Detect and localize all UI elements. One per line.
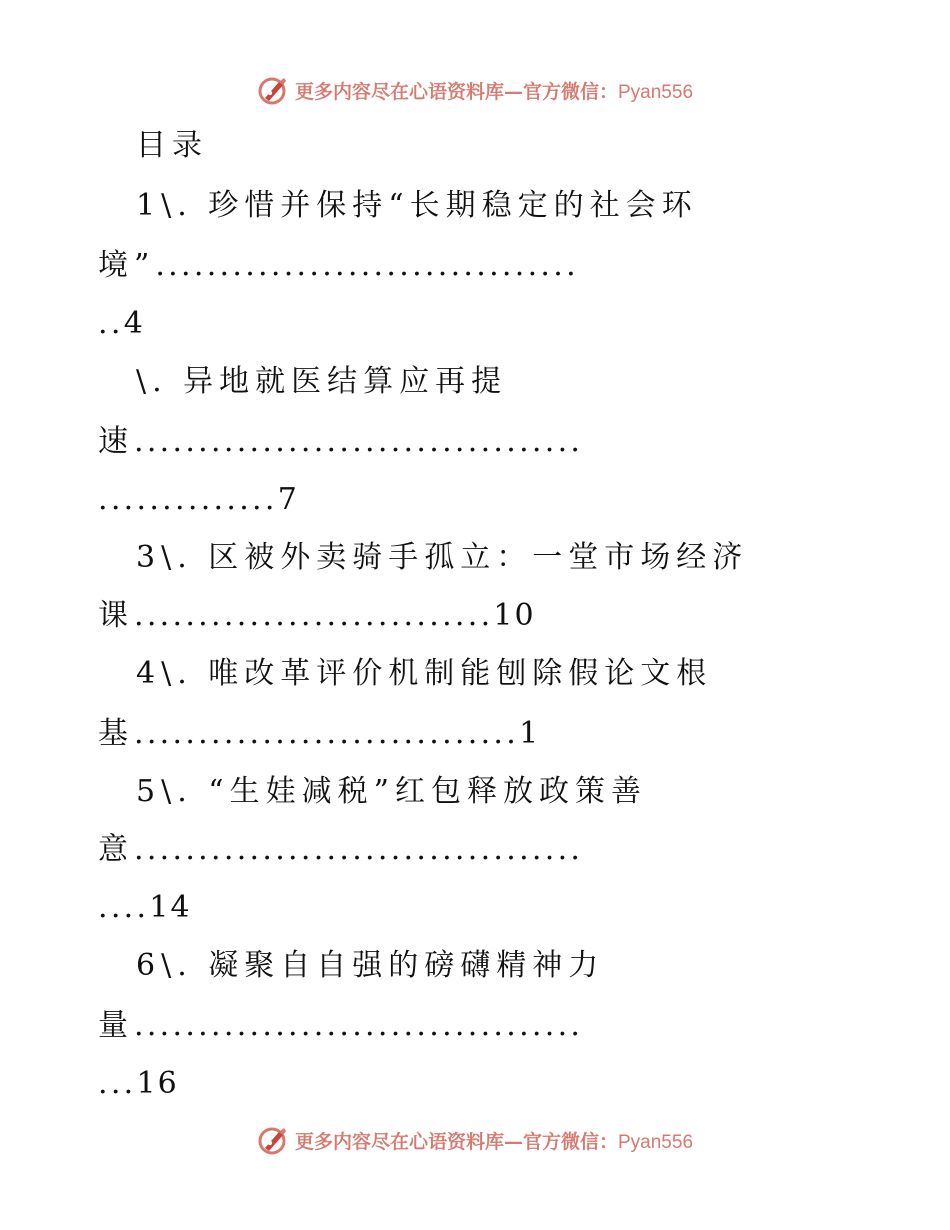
footer-watermark-text: 更多内容尽在心语资料库—官方微信：Pyan556	[294, 1130, 694, 1153]
toc-entry-6-title: 6\. 凝聚自自强的磅礴精神力	[136, 948, 605, 983]
header-watermark-text: 更多内容尽在心语资料库—官方微信：Pyan556	[294, 80, 694, 103]
toc-entry-5-page: ....14	[98, 890, 192, 925]
toc-entry-1-title: 1\. 珍惜并保持“长期稳定的社会环	[136, 188, 698, 223]
toc-entry-1-page: ..4	[98, 306, 145, 341]
toc-entry-5-title: 5\. “生娃减税”红包释放政策善	[136, 774, 647, 809]
pen-logo-icon	[257, 1124, 289, 1156]
footer-watermark	[0, 1120, 950, 1160]
toc-entry-2-title: \. 异地就医结算应再提	[136, 364, 508, 399]
toc-entry-6-leader: 量...................................	[98, 1008, 584, 1043]
toc-entry-1-leader: 境”.................................	[98, 248, 579, 283]
toc-heading: 目录	[136, 128, 208, 163]
toc-entry-3-title: 3\. 区被外卖骑手孤立：一堂市场经济	[136, 540, 749, 575]
toc-entry-6-page: ...16	[98, 1066, 179, 1101]
pen-logo-icon	[257, 74, 289, 106]
toc-entry-4-leader: 基..............................1	[98, 716, 541, 751]
toc-entry-2-page: ..............7	[98, 482, 299, 517]
toc-entry-5-leader: 意...................................	[98, 832, 584, 867]
toc-entry-4-title: 4\. 唯改革评价机制能刨除假论文根	[136, 656, 713, 691]
header-watermark	[0, 70, 950, 110]
toc-entry-3-leader: 课............................10	[98, 598, 536, 633]
toc-entry-2-leader: 速...................................	[98, 424, 584, 459]
